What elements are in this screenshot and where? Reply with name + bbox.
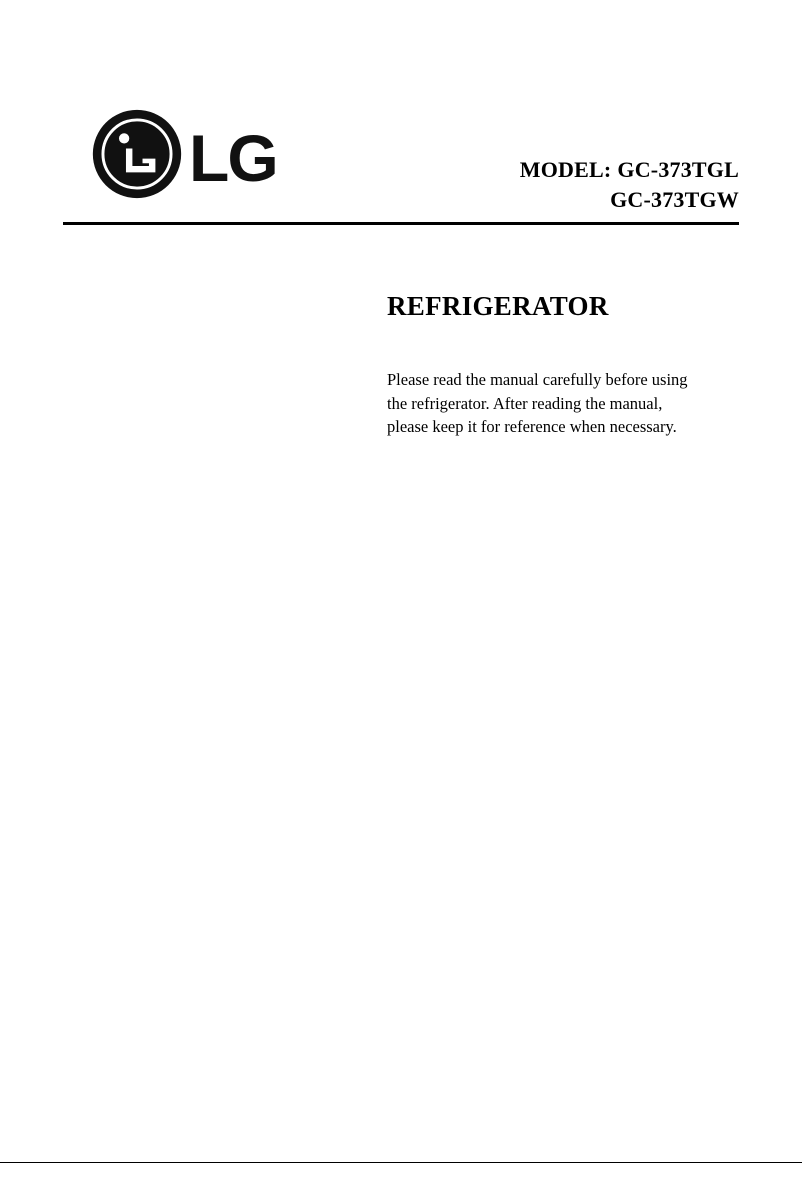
model-block bbox=[520, 155, 739, 215]
document-body bbox=[387, 290, 707, 439]
document-header bbox=[63, 100, 739, 225]
model-code-1: GC-373TGL bbox=[617, 157, 739, 182]
model-label: MODEL: bbox=[519, 157, 612, 182]
brand-logo bbox=[91, 108, 277, 200]
lg-logo-icon bbox=[91, 108, 183, 200]
model-code-2: GC-373TGW bbox=[610, 187, 739, 212]
model-line-secondary bbox=[520, 185, 739, 215]
footer-divider bbox=[0, 1162, 802, 1163]
model-line-primary bbox=[520, 155, 739, 185]
brand-wordmark: LG bbox=[189, 121, 277, 195]
header-divider bbox=[63, 222, 739, 225]
page-title: REFRIGERATOR bbox=[387, 291, 609, 321]
intro-paragraph: Please read the manual carefully before using the refrigerator. After reading the manual, please keep it for reference when necessary. bbox=[387, 370, 688, 436]
